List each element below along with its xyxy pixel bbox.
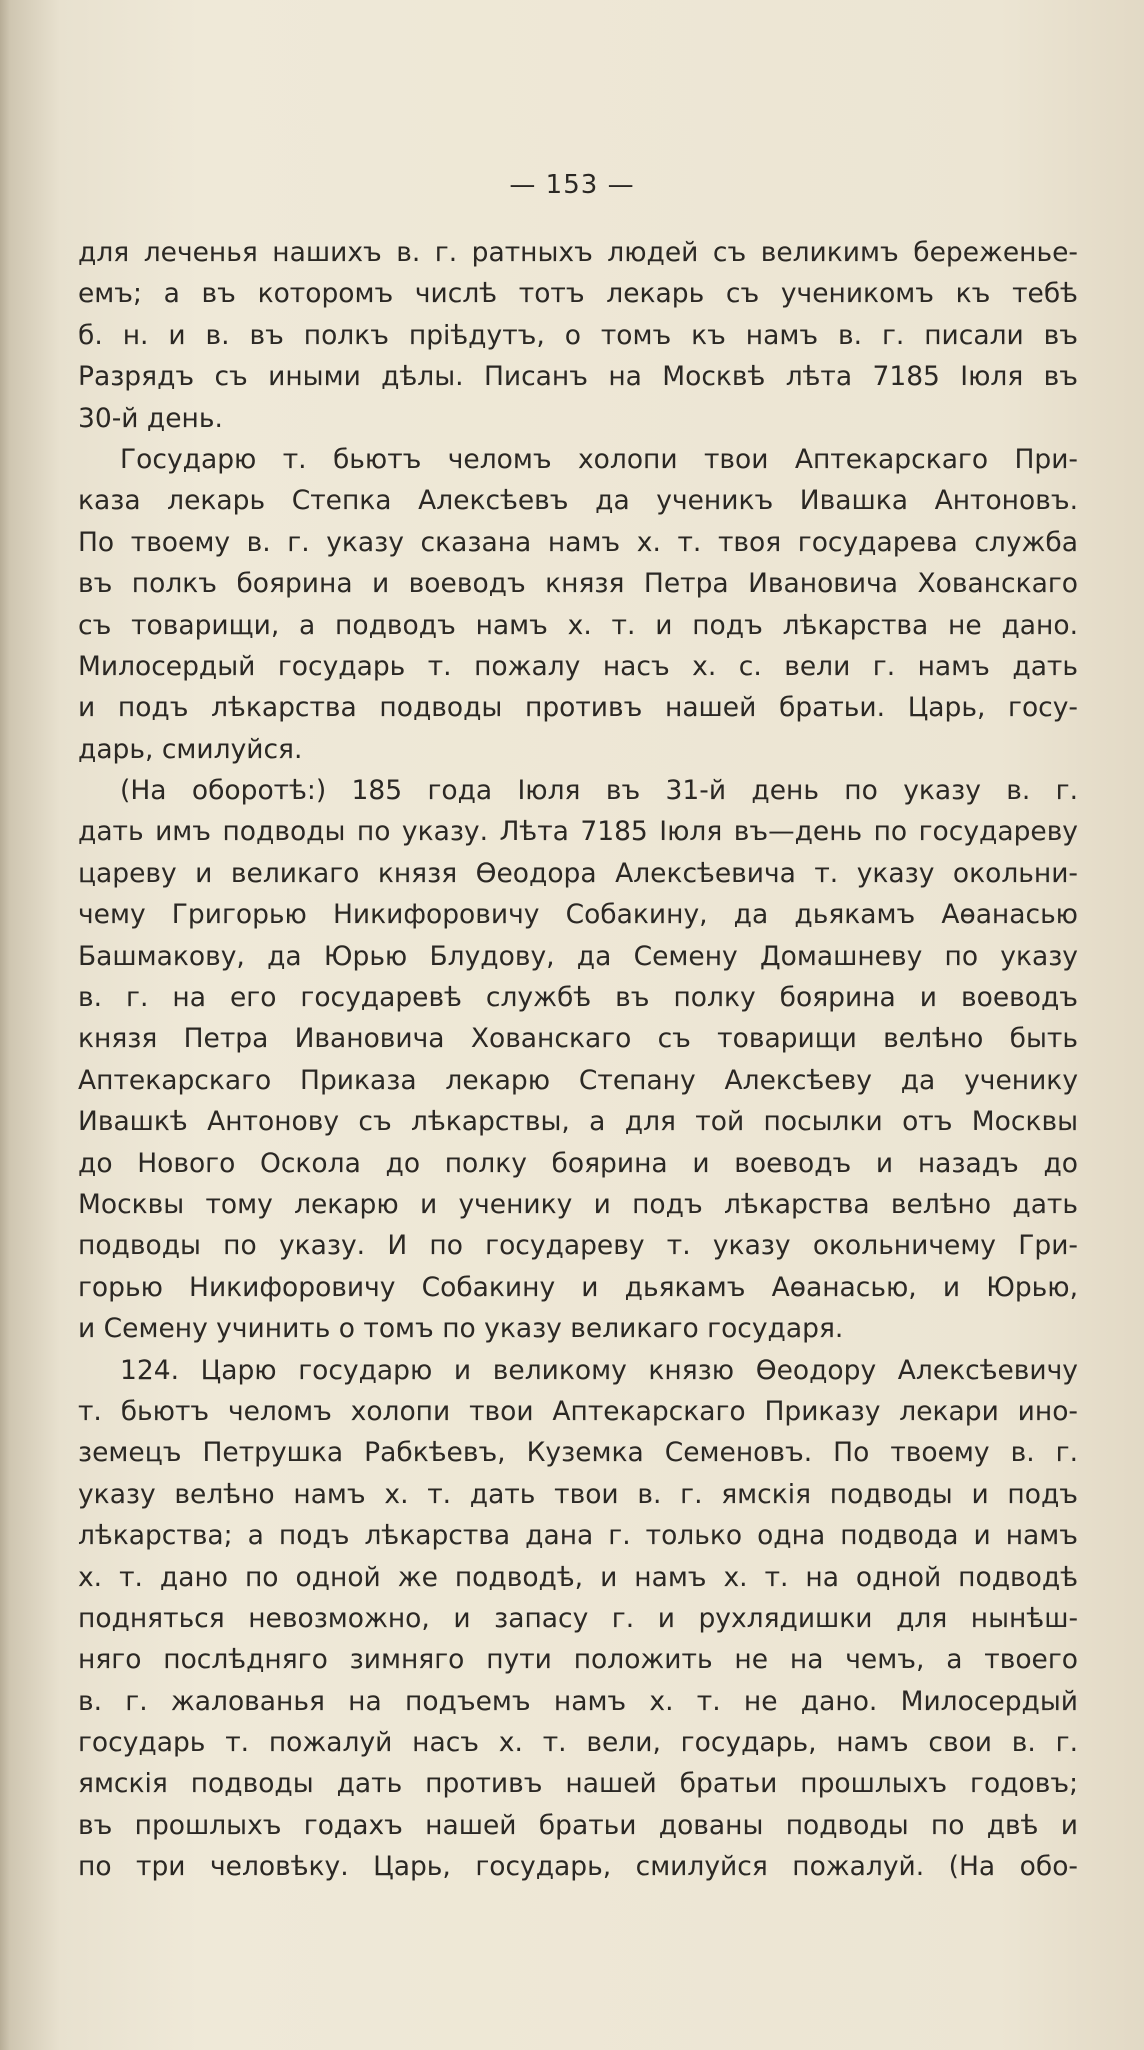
- text-line: Аптекарскаго Приказа лекарю Степану Алексѣеву да ученику: [78, 1064, 1078, 1096]
- paragraph-start-line: (На оборотѣ:) 185 года Іюля въ 31-й день по указу в. г.: [120, 775, 1078, 807]
- text-line: дать имъ подводы по указу. Лѣта 7185 Іюля въ—день по государеву: [78, 816, 1078, 848]
- text-line: в. г. жалованья на подъемъ намъ х. т. не дано. Милосердый: [78, 1685, 1078, 1717]
- text-line: цареву и великаго князя Ѳеодора Алексѣевича т. указу окольни-: [78, 857, 1078, 889]
- text-line: указу велѣно намъ х. т. дать твои в. г. ямскія подводы и подъ: [78, 1478, 1078, 1510]
- text-line: подводы по указу. И по государеву т. указу окольничему Гри-: [78, 1230, 1078, 1262]
- page-number: — 153 —: [509, 170, 635, 200]
- text-line: т. бьютъ челомъ холопи твои Аптекарскаго Приказу лекари ино-: [78, 1395, 1078, 1427]
- text-line: Разрядъ съ иными дѣлы. Писанъ на Москвѣ лѣта 7185 Іюля въ: [78, 361, 1078, 393]
- text-line: съ товарищи, а подводъ намъ х. т. и подъ лѣкарства не дано.: [78, 609, 1078, 641]
- text-line: чему Григорью Никифоровичу Собакину, да дьякамъ Аѳанасью: [78, 899, 1078, 931]
- text-line: земецъ Петрушка Рабкѣевъ, Куземка Семеновъ. По твоему в. г.: [78, 1437, 1078, 1469]
- text-line: ямскія подводы дать противъ нашей братьи прошлыхъ годовъ;: [78, 1768, 1078, 1800]
- text-line: горью Никифоровичу Собакину и дьякамъ Аѳанасью, и Юрью,: [78, 1271, 1078, 1303]
- text-body: [78, 232, 1078, 1888]
- text-line: для леченья нашихъ в. г. ратныхъ людей съ великимъ береженье-: [78, 237, 1078, 268]
- text-line: князя Петра Ивановича Хованскаго съ товарищи велѣно быть: [78, 1023, 1078, 1055]
- text-line: б. н. и в. въ полкъ пріѣдутъ, о томъ къ намъ в. г. писали въ: [78, 319, 1078, 351]
- text-line: дарь, смилуйся.: [78, 733, 303, 765]
- text-line: Москвы тому лекарю и ученику и подъ лѣкарства велѣно дать: [78, 1188, 1078, 1220]
- text-line: подняться невозможно, и запасу г. и рухлядишки для нынѣш-: [78, 1602, 1078, 1634]
- text-line: и подъ лѣкарства подводы противъ нашей братьи. Царь, госу-: [78, 692, 1078, 724]
- text-line: и Семену учинить о томъ по указу великаго государя.: [78, 1313, 844, 1345]
- text-line: въ полкъ боярина и воеводъ князя Петра Ивановича Хованскаго: [78, 568, 1078, 600]
- text-line: Башмакову, да Юрью Блудову, да Семену Домашневу по указу: [78, 940, 1078, 972]
- text-line: въ прошлыхъ годахъ нашей братьи дованы подводы по двѣ и: [78, 1809, 1078, 1841]
- text-line: каза лекарь Степка Алексѣевъ да ученикъ Ивашка Антоновъ.: [78, 485, 1078, 517]
- paragraph-start-line: 124. Царю государю и великому князю Ѳеодору Алексѣевичу: [120, 1354, 1078, 1386]
- paragraph-start-line: Государю т. бьютъ челомъ холопи твои Аптекарскаго При-: [120, 443, 1078, 475]
- text-line: Милосердый государь т. пожалу насъ х. с. вели г. намъ дать: [78, 650, 1078, 682]
- text-line: По твоему в. г. указу сказана намъ х. т. твоя государева служба: [78, 526, 1078, 558]
- text-line: 30-й день.: [78, 402, 223, 434]
- text-line: в. г. на его государевѣ службѣ въ полку боярина и воеводъ: [78, 982, 1078, 1014]
- text-line: емъ; а въ которомъ числѣ тотъ лекарь съ ученикомъ къ тебѣ: [78, 278, 1078, 310]
- text-line: няго послѣдняго зимняго пути положить не на чемъ, а твоего: [78, 1644, 1078, 1676]
- text-line: по три человѣку. Царь, государь, смилуйся пожалуй. (На обо-: [78, 1851, 1078, 1883]
- text-line: Ивашкѣ Антонову съ лѣкарствы, а для той посылки отъ Москвы: [78, 1106, 1078, 1138]
- text-line: х. т. дано по одной же подводѣ, и намъ х. т. на одной подводѣ: [78, 1561, 1078, 1593]
- text-line: до Нового Оскола до полку боярина и воеводъ и назадъ до: [78, 1147, 1078, 1179]
- text-line: государь т. пожалуй насъ х. т. вели, государь, намъ свои в. г.: [78, 1727, 1078, 1759]
- text-line: лѣкарства; а подъ лѣкарства дана г. только одна подвода и намъ: [78, 1520, 1078, 1552]
